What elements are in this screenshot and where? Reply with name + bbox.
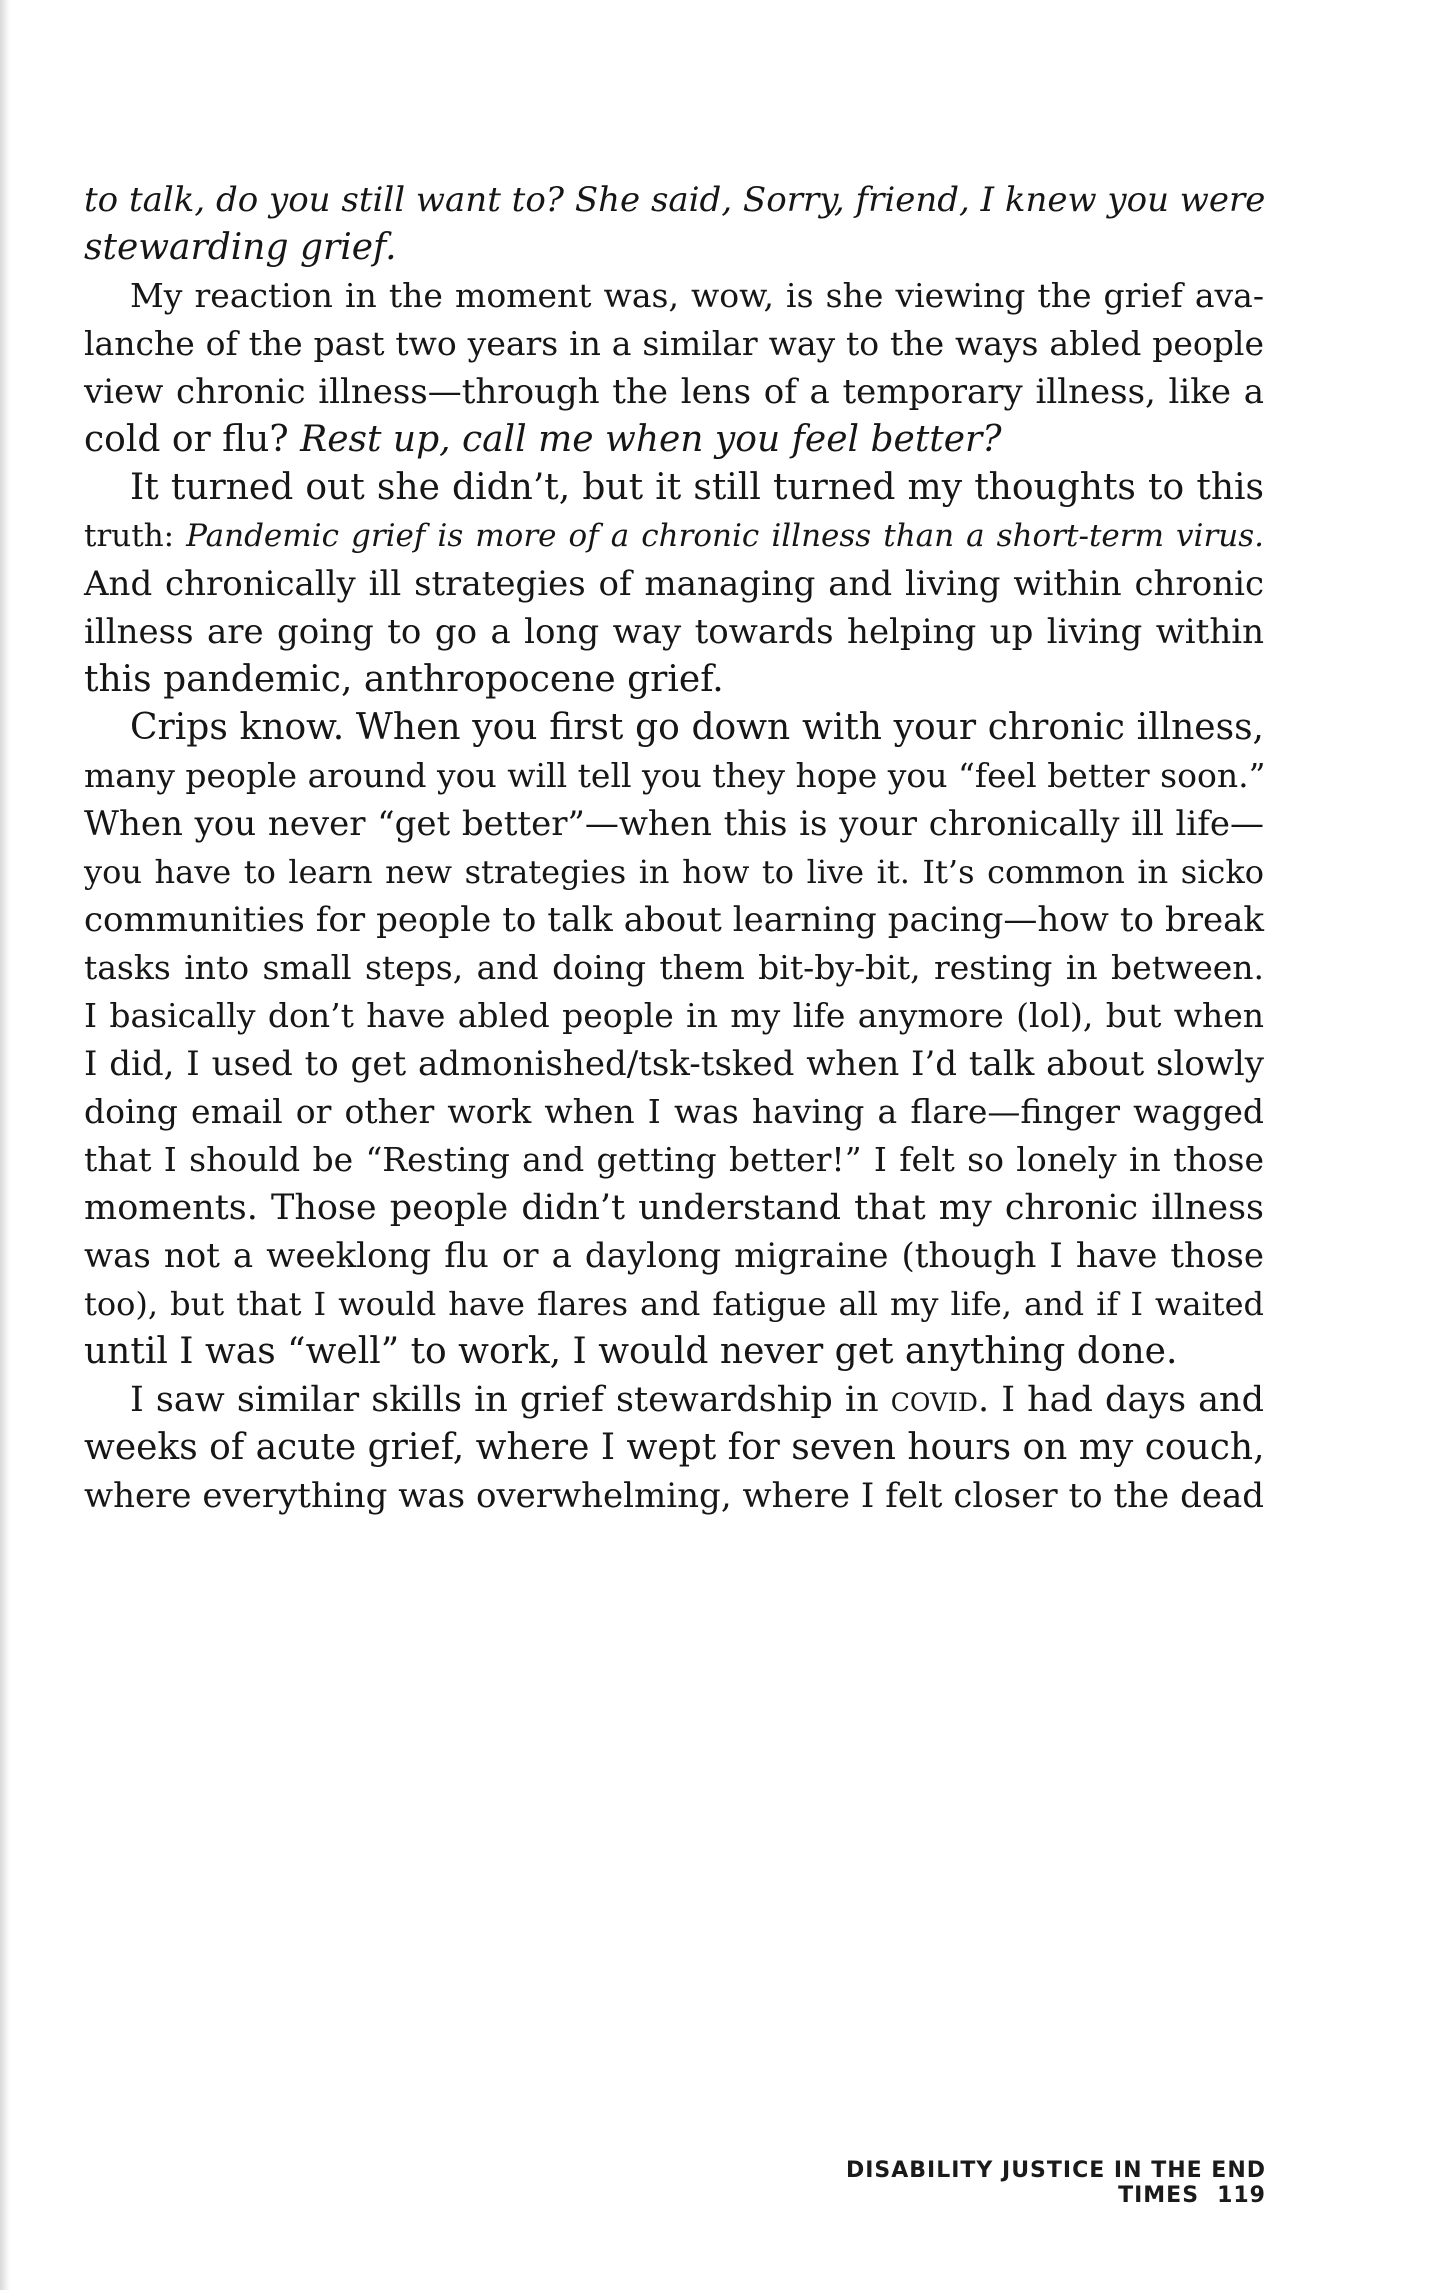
text-line [84,1234,1264,1278]
text-line-italic: to talk, do you still want to? She said, Sorry, friend, I knew you were [84,180,1266,220]
page-number: 119 [1217,2183,1266,2208]
text-line-roman: you have to learn new strategies in how to live it. It’s common in sicko [84,853,1264,891]
text-line [130,1378,1264,1422]
text-line-roman: I did, I used to get admonished/tsk-tsked when I’d talk about slowly [84,1044,1264,1084]
text-line-roman: moments. Those people didn’t understand that my chronic illness [84,1188,1264,1228]
text-line [84,1042,1264,1086]
text-line [84,898,1264,942]
text-line-roman: view chronic illness—through the lens of a temporary illness, like a [84,372,1264,412]
page-footer [700,2158,1266,2208]
text-line-roman: truth: [84,518,187,554]
text-line-italic: Pandemic grief is more of a chronic illness than a short-term virus. [186,518,1264,554]
scan-shadow-edge [0,0,10,2290]
text-line-roman: Crips know. When you first go down with your chronic illness, [130,707,1264,748]
text-line [84,658,1264,702]
text-line-roman: weeks of acute grief, where I wept for seven hours on my couch, [84,1427,1265,1468]
text-line-roman: My reaction in the moment was, wow, is she viewing the grief ava- [130,276,1264,315]
text-line-roman: many people around you will tell you they hope you “feel better soon.” [84,756,1266,795]
text-line-italic: Rest up, call me when you feel better? [300,419,1002,460]
text-line-roman: When you never “get better”—when this is your chronically ill life— [84,804,1264,844]
text-line-roman: until I was “well” to work, I would never get anything done. [84,1331,1178,1372]
text-line-roman: where everything was overwhelming, where I felt closer to the dead [84,1476,1264,1516]
text-line [84,370,1264,414]
text-line [84,322,1264,366]
text-line [130,466,1264,510]
text-line-roman: this pandemic, anthropocene grief. [84,659,724,700]
text-line [84,1474,1264,1518]
text-line [84,1186,1264,1230]
text-line [84,1138,1264,1182]
text-line-roman: that I should be “Resting and getting better!” I felt so lonely in those [84,1140,1264,1179]
text-line-italic: stewarding grief. [84,227,397,268]
text-line [84,226,1264,270]
text-line [84,1426,1264,1470]
text-line-smallcaps: covid [890,1380,978,1420]
text-line [130,274,1264,318]
text-line-roman: It turned out she didn’t, but it still turned my thoughts to this [130,467,1264,508]
running-head: DISABILITY JUSTICE IN THE END TIMES [845,2158,1266,2208]
text-line-roman: I saw similar skills in grief stewardship in [130,1380,891,1420]
text-line [84,418,1264,462]
text-line-roman: cold or flu? [84,419,301,460]
text-line-roman: illness are going to go a long way towards helping up living within [84,612,1264,652]
text-line [84,562,1264,606]
text-line-roman: communities for people to talk about learning pacing—how to break [84,900,1264,940]
text-line-roman: doing email or other work when I was having a flare—finger wagged [84,1092,1264,1131]
text-line [130,706,1264,750]
text-line [84,178,1264,222]
text-line [84,514,1264,558]
text-line [84,754,1264,798]
text-line [84,802,1264,846]
text-line-roman: I basically don’t have abled people in my life anymore (lol), but when [84,996,1264,1035]
text-line-roman: lanche of the past two years in a similar way to the ways abled people [84,324,1264,363]
text-line-roman: too), but that I would have flares and fatigue all my life, and if I waited [84,1285,1264,1323]
text-line-roman: And chronically ill strategies of managing and living within chronic [84,564,1264,604]
text-line [84,946,1264,990]
text-line [84,994,1264,1038]
text-line [84,1090,1264,1134]
text-line-roman: . I had days and [977,1380,1264,1420]
text-line [84,850,1264,894]
text-line-roman: tasks into small steps, and doing them bit-by-bit, resting in between. [84,948,1264,987]
text-line [84,610,1264,654]
text-line [84,1330,1264,1374]
text-line [84,1282,1264,1326]
text-line-roman: was not a weeklong flu or a daylong migraine (though I have those [84,1236,1264,1276]
